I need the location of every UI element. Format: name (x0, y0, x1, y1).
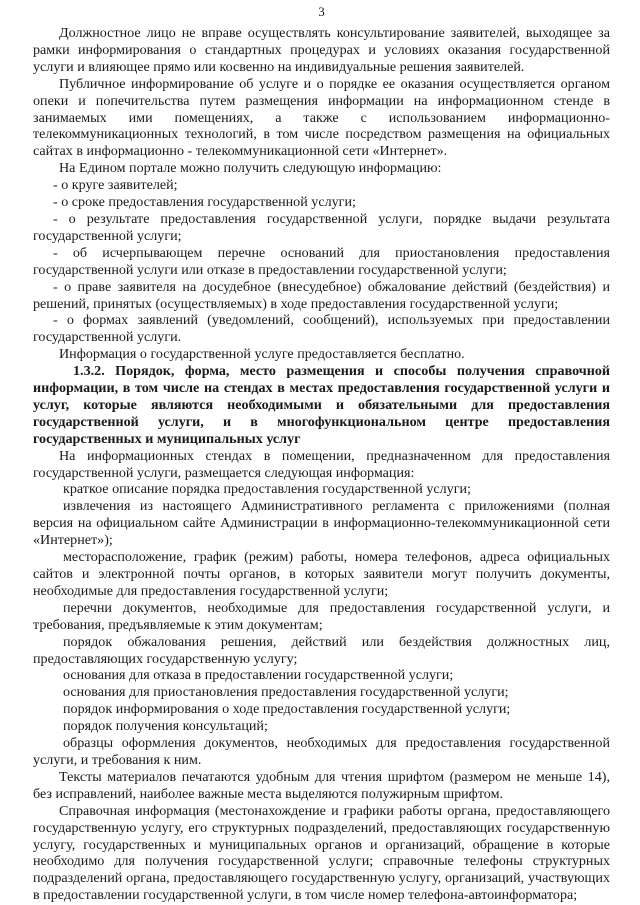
stand-item: основания для отказа в предоставлении государственной услуги; (63, 667, 454, 684)
list-item: - о результате предоставления государственной услуги, порядке выдачи результата государственной услуги; (33, 210, 610, 244)
stand-item: порядок обжалования решения, действий или бездействия должностных лиц, предоставляющих государственную услугу; (33, 633, 610, 667)
paragraph-portal-intro: На Едином портале можно получить следующую информацию: (59, 160, 442, 177)
stand-item: краткое описание порядка предоставления государственной услуги; (63, 481, 471, 498)
paragraph-free-of-charge: Информация о государственной услуге предоставляется бесплатно. (59, 346, 465, 363)
stand-item: месторасположение, график (режим) работы, номера телефонов, адреса официальных сайтов и электронной почты органов, в которых заявители могут получить документы, необходимые для предоставления государственной услуги; (33, 549, 610, 599)
stand-item: перечни документов, необходимые для предоставления государственной услуги, и требования, предъявляемые к этим документам; (33, 599, 610, 633)
stand-item: извлечения из настоящего Административного регламента с приложениями (полная версия на официальном сайте Администрации в информационно-телекоммуникационной сети «Интернет»); (33, 498, 610, 549)
list-item: - о круге заявителей; (53, 177, 178, 194)
paragraph-stands-intro: На информационных стендах в помещении, предназначенном для предоставления государственной услуги, размещается следующая информация: (33, 447, 610, 481)
stand-item: основания для приостановления предоставления государственной услуги; (63, 684, 509, 701)
stand-item: порядок информирования о ходе предоставления государственной услуги; (63, 701, 511, 718)
list-item: - о формах заявлений (уведомлений, сообщений), используемых при предоставлении государственной услуги. (33, 312, 610, 346)
paragraph-consulting-limits: Должностное лицо не вправе осуществлять консультирование заявителей, выходящее за рамки информирования о стандартных процедурах и условиях оказания государственной услуги и влияющее прямо или косвенно на индивидуальные решения заявителей. (33, 25, 610, 75)
stand-item: образцы оформления документов, необходимых для предоставления государственной услуги, и требования к ним. (33, 735, 610, 768)
paragraph-reference-info: Справочная информация (местонахождение и графики работы органа, предоставляющего государственную услугу, его структурных подразделений, предоставляющих государственную услугу, государственных и муниципальных органов и организаций, обращение в которые необходимо для получения государственной услуги; справочные телефоны структурных подразделений органа, предоставляющего государственную услугу, организаций, участвующих в предоставлении государственной услуги, в том числе номер телефона-автоинформатора; (33, 802, 610, 904)
list-item: - о праве заявителя на досудебное (внесудебное) обжалование действий (бездействия) и решений, принятых (осуществляемых) в ходе предоставления государственной услуги; (33, 278, 610, 312)
list-item: - о сроке предоставления государственной услуги; (53, 194, 356, 211)
stand-item: порядок получения консультаций; (63, 718, 268, 735)
page-number: 3 (318, 4, 325, 19)
paragraph-font-requirements: Тексты материалов печатаются удобным для чтения шрифтом (размером не меньше 14), без исправлений, наиболее важные места выделяются полужирным шрифтом. (33, 768, 610, 802)
list-item: - об исчерпывающем перечне оснований для приостановления предоставления государственной услуги или отказе в предоставлении государственной услуги; (33, 244, 610, 278)
paragraph-public-informing: Публичное информирование об услуге и о порядке ее оказания осуществляется органом опеки и попечительства путем размещения информации на информационном стенде в занимаемых ими помещениях, а также с использованием информационно-телекоммуникационных технологий, в том числе посредством размещения на официальных сайтах в информационно - телекоммуникационной сети «Интернет». (33, 75, 610, 160)
section-heading-1-3-2: 1.3.2. Порядок, форма, место размещения и способы получения справочной информации, в том числе на стендах в местах предоставления государственной услуги и услуг, которые являются необходимыми и обязательными для предоставления государственной услуги, и в многофункциональном центре предоставления государственных и муниципальных услуг (33, 363, 610, 447)
